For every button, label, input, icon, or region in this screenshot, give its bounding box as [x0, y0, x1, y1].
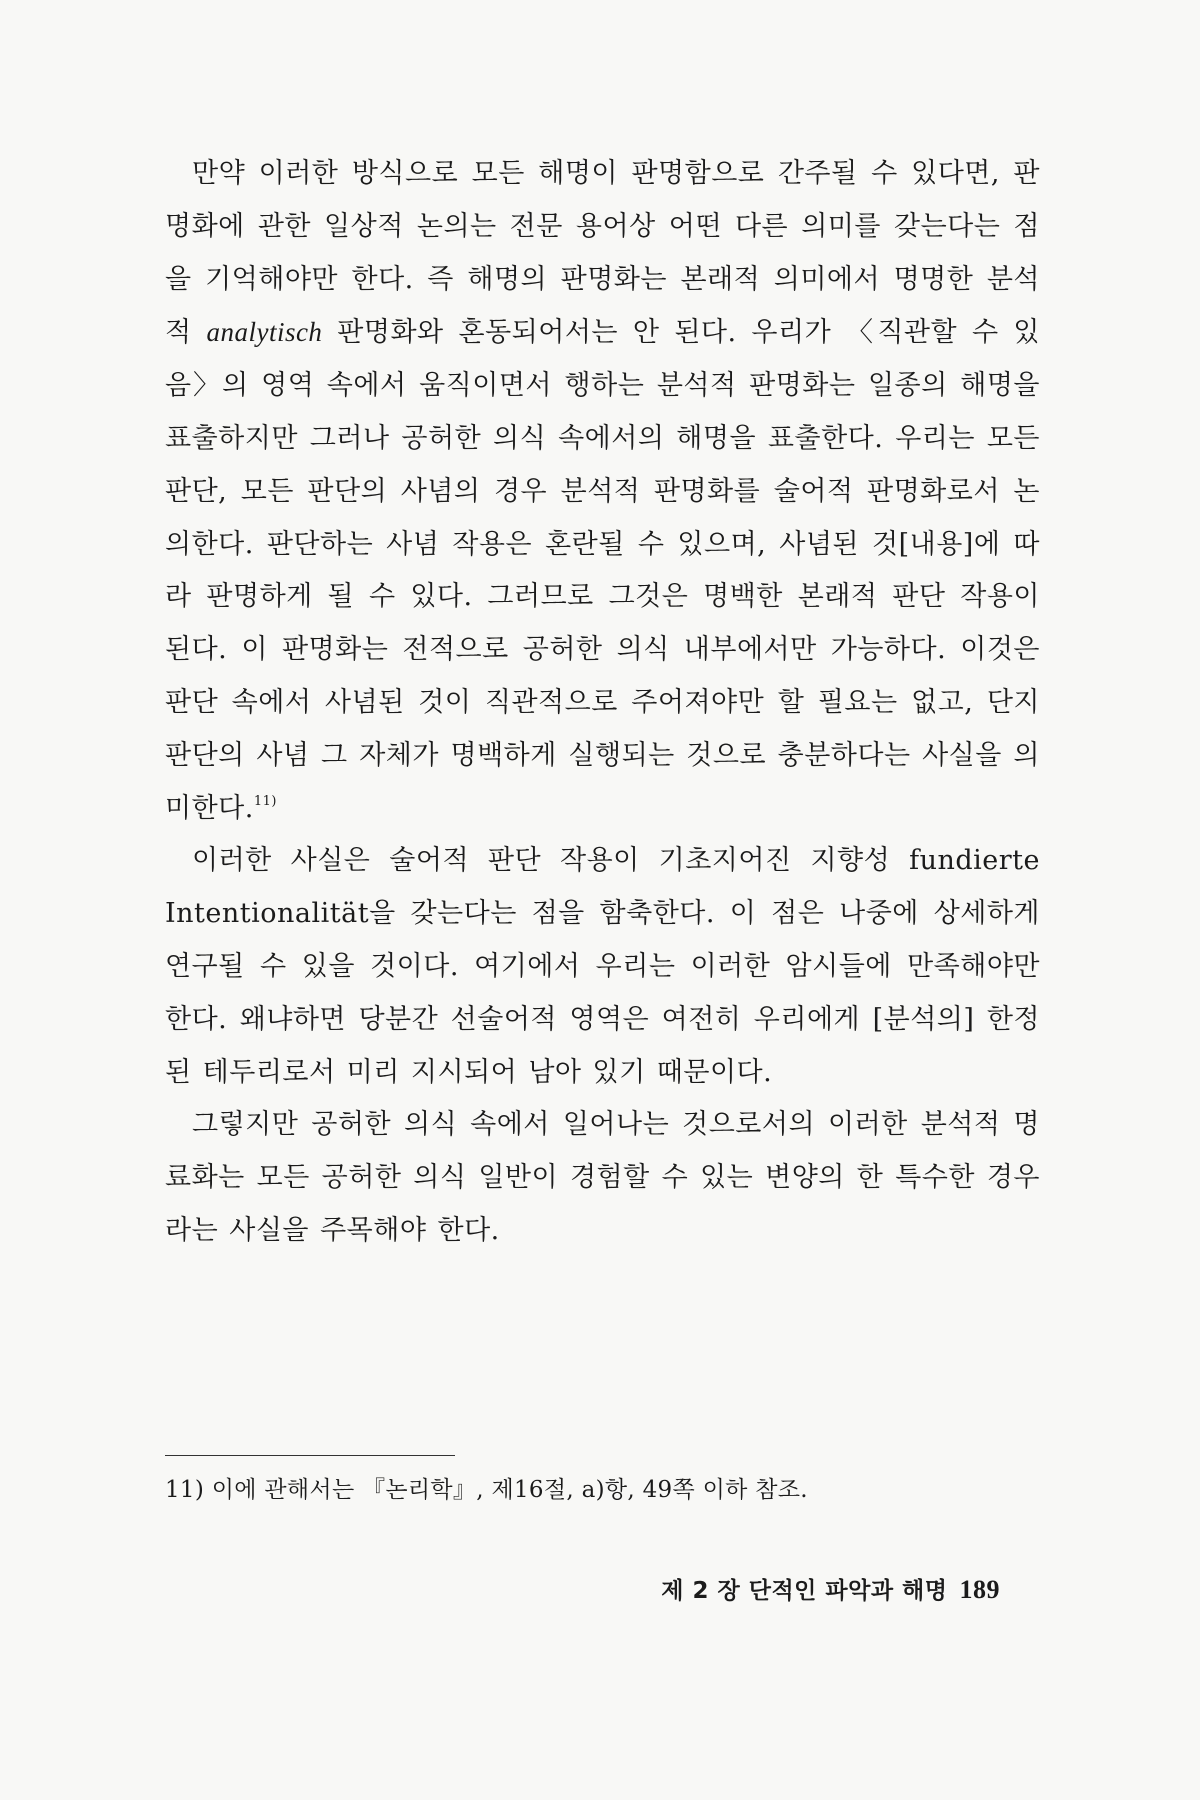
- text-run: 이러한 사실은 술어적 판단 작용이 기초지어진 지향성 fundierte Intentionalität을 갖는다는 점을 함축한다. 이 점은 나중에 상세하게 연구될 수 있을 것이다. 여기에서 우리는 이러한 암시들에 만족해야만 한다. 왜냐하면 당분간 선술어적 영역은 여전히 우리에게 [분석의] 한정된 테두리로서 미리 지시되어 남아 있기 때문이다.: [165, 845, 1040, 1088]
- running-footer: [661, 1572, 1000, 1605]
- footnote-divider: [165, 1455, 455, 1456]
- paragraph: [165, 1099, 1040, 1257]
- footnote: 11) 이에 관해서는 『논리학』, 제16절, a)항, 49쪽 이하 참조.: [165, 1477, 808, 1503]
- chapter-title: 제 2 장 단적인 파악과 해명: [661, 1578, 948, 1604]
- foreign-term: analytisch: [206, 317, 323, 348]
- text-run: 만약 이러한 방식으로 모든 해명이 판명함으로 간주될 수 있다면, 판명화에 관한 일상적 논의는 전문 용어상 어떤 다른 의미를 갖는다는 점을 기억해야만 한다. 즉 해명의 판명화는 본래적 의미에서 명명한 분석적: [165, 158, 1040, 349]
- text-run: 판명화와 혼동되어서는 안 된다. 우리가 〈직관할 수 있음〉의 영역 속에서 움직이면서 행하는 분석적 판명화는 일종의 해명을 표출하지만 그러나 공허한 의식 속에서의 해명을 표출한다. 우리는 모든 판단, 모든 판단의 사념의 경우 분석적 판명화를 술어적 판명화로서 논의한다. 판단하는 사념 작용은 혼란될 수 있으며, 사념된 것[내용]에 따라 판명하게 될 수 있다. 그러므로 그것은 명백한 본래적 판단 작용이 된다. 이 판명화는 전적으로 공허한 의식 내부에서만 가능하다. 이것은 판단 속에서 사념된 것이 직관적으로 주어져야만 할 필요는 없고, 단지 판단의 사념 그 자체가 명백하게 실행되는 것으로 충분하다는 사실을 의미한다.: [165, 317, 1040, 824]
- paragraph: [165, 835, 1040, 1099]
- footnote-marker: 11): [253, 793, 277, 809]
- text-run: 그렇지만 공허한 의식 속에서 일어나는 것으로서의 이러한 분석적 명료화는 모든 공허한 의식 일반이 경험할 수 있는 변양의 한 특수한 경우라는 사실을 주목해야 한다.: [165, 1109, 1040, 1246]
- page-number: 189: [959, 1575, 1000, 1604]
- body-text: [165, 148, 1040, 1258]
- paragraph: [165, 148, 1040, 835]
